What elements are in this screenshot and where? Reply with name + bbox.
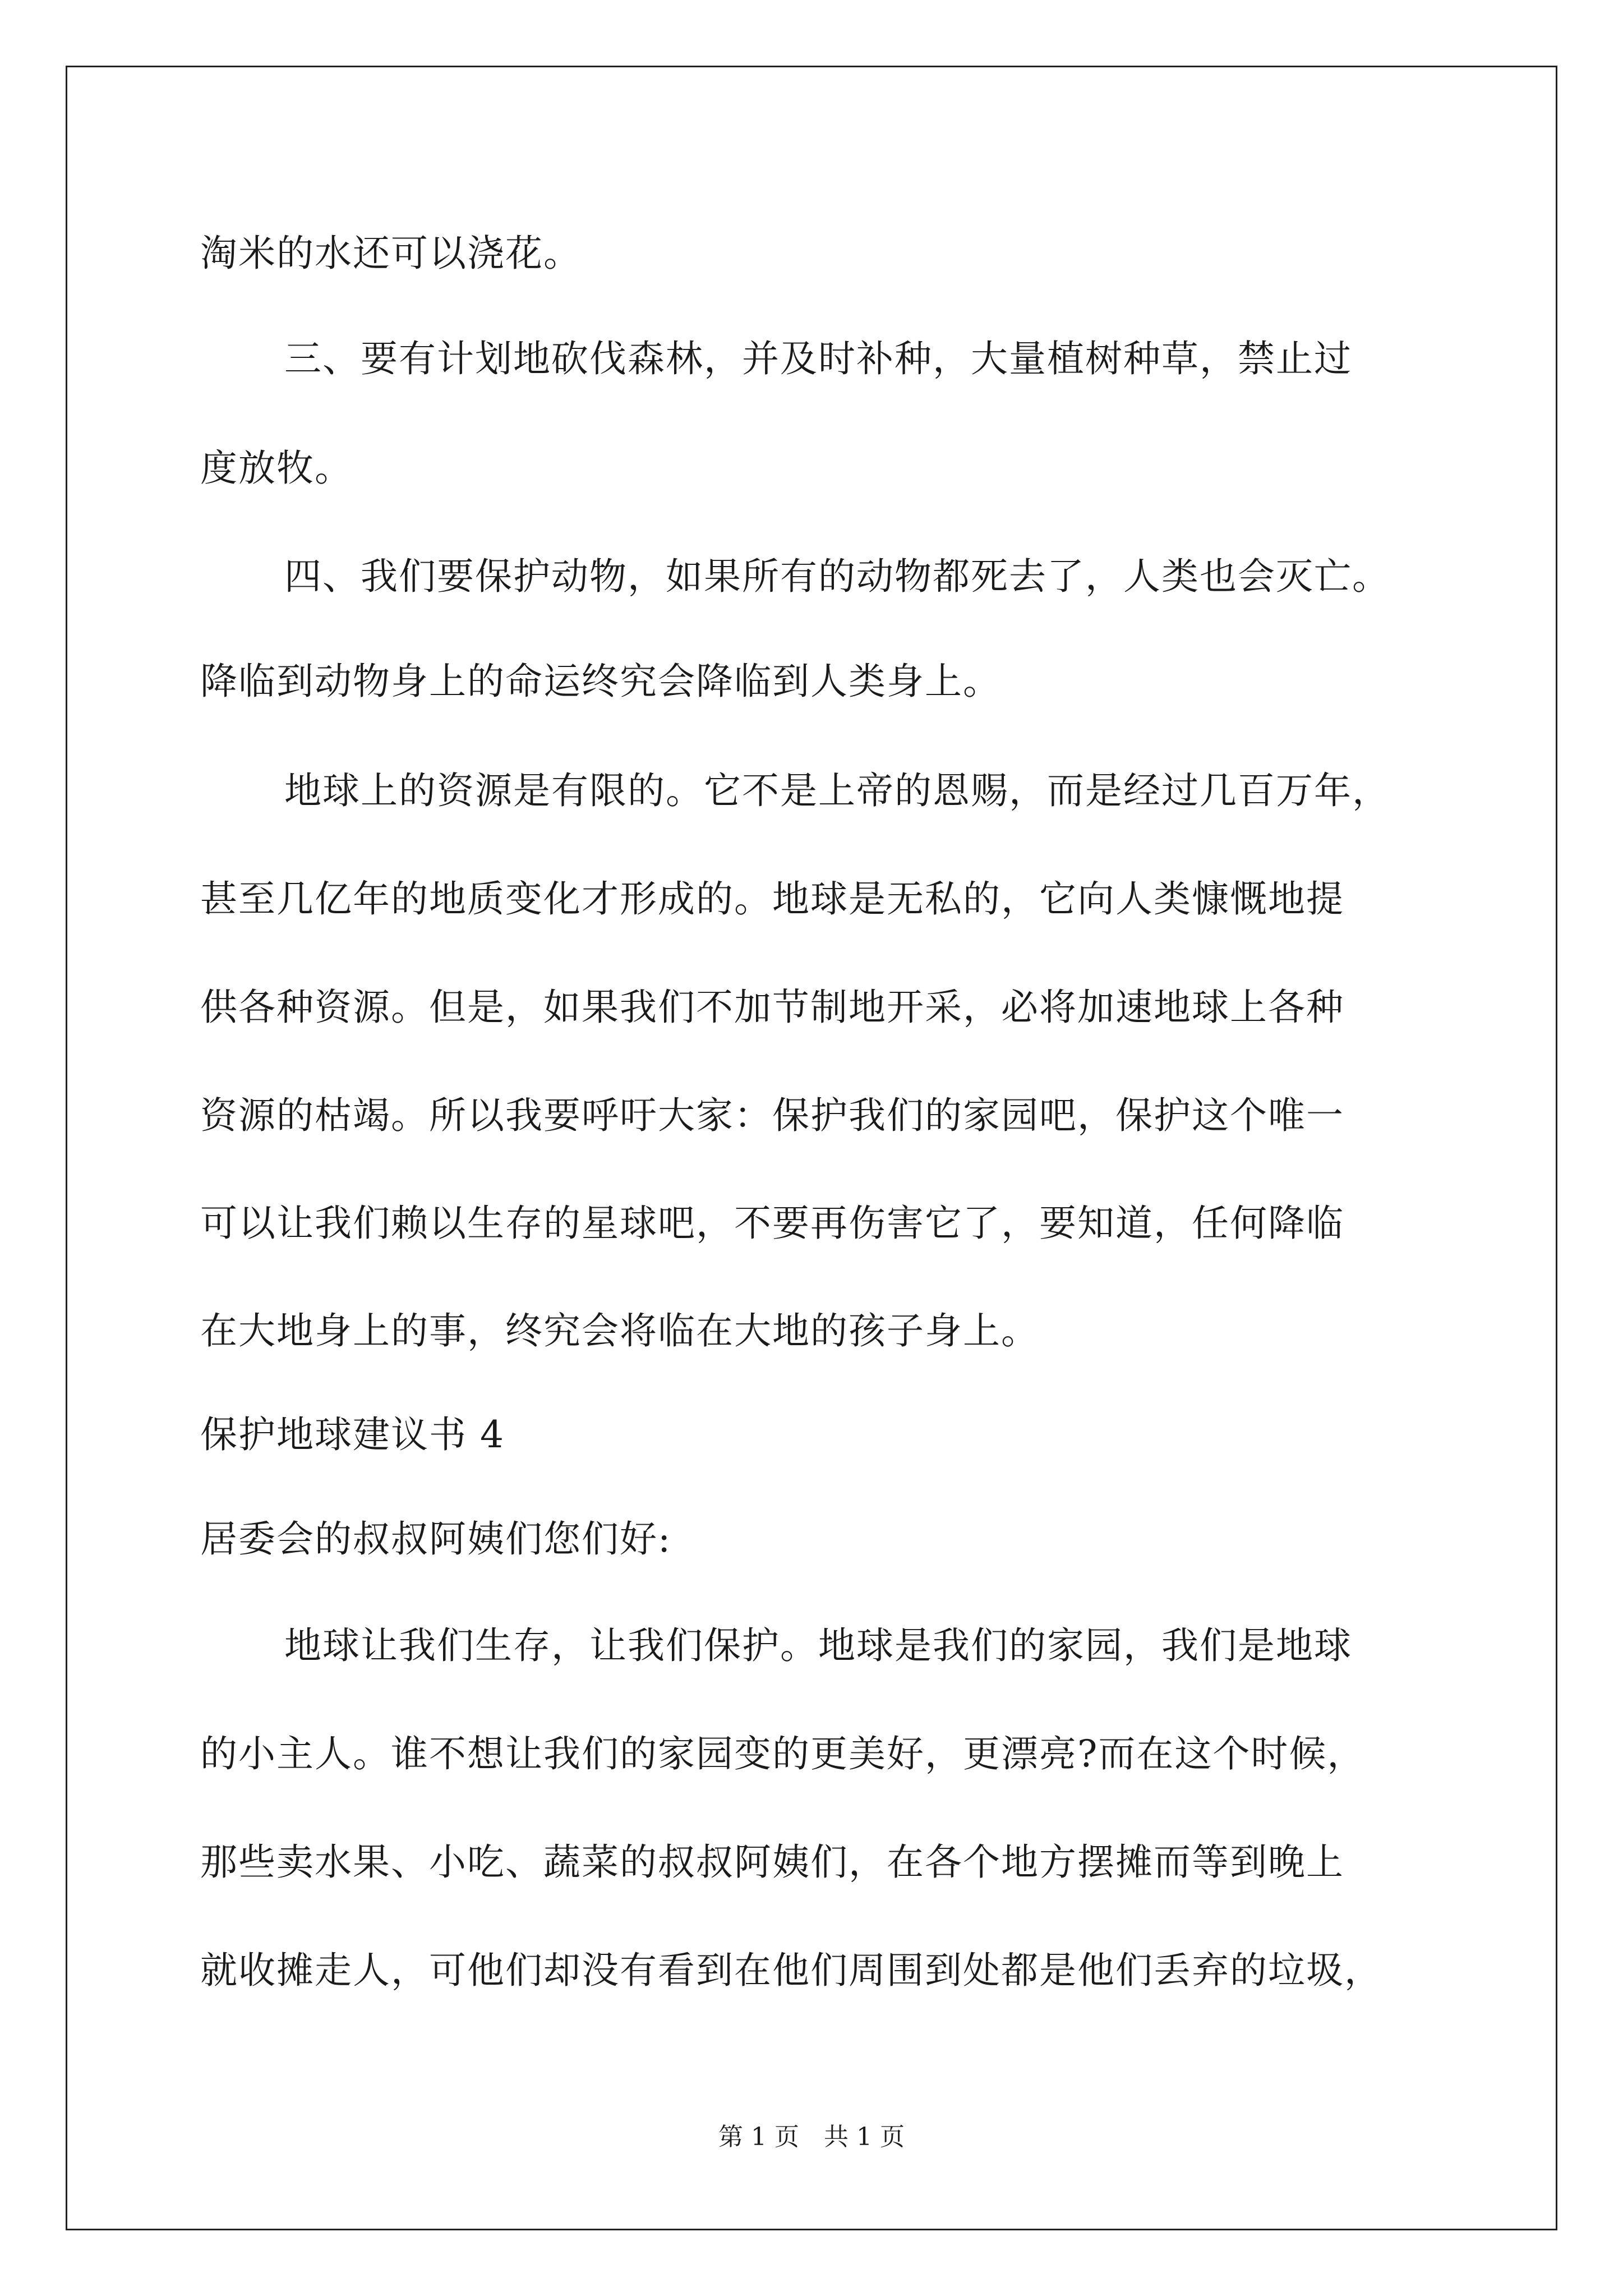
text-line: 供各种资源。但是，如果我们不加节制地开采，必将加速地球上各种 xyxy=(200,986,1344,1029)
text-line: 资源的枯竭。所以我要呼吁大家：保护我们的家园吧，保护这个唯一 xyxy=(200,1094,1344,1137)
page-footer: 第 1 页 共 1 页 xyxy=(718,2123,905,2151)
text-line: 四、我们要保护动物，如果所有的动物都死去了，人类也会灭亡。 xyxy=(284,555,1390,598)
text-line: 度放牧。 xyxy=(200,447,353,490)
text-line: 地球上的资源是有限的。它不是上帝的恩赐，而是经过几百万年， xyxy=(284,769,1390,812)
text-line: 在大地身上的事，终究会将临在大地的孩子身上。 xyxy=(200,1309,1039,1352)
page-border xyxy=(66,66,1557,2230)
text-line: 可以让我们赖以生存的星球吧，不要再伤害它了，要知道，任何降临 xyxy=(200,1202,1344,1245)
salutation: 居委会的叔叔阿姨们您们好: xyxy=(200,1517,672,1561)
text-line: 就收摊走人，可他们却没有看到在他们周围到处都是他们丢弃的垃圾， xyxy=(200,1949,1382,1992)
text-line: 降临到动物身上的命运终究会降临到人类身上。 xyxy=(200,660,1001,703)
text-line: 的小主人。谁不想让我们的家园变的更美好，更漂亮?而在这个时候， xyxy=(200,1732,1366,1775)
text-line: 淘米的水还可以浇花。 xyxy=(200,232,582,275)
text-line: 那些卖水果、小吃、蔬菜的叔叔阿姨们，在各个地方摆摊而等到晚上 xyxy=(200,1841,1344,1884)
text-line: 甚至几亿年的地质变化才形成的。地球是无私的，它向人类慷慨地提 xyxy=(200,877,1344,921)
text-line: 三、要有计划地砍伐森林，并及时补种，大量植树种草，禁止过 xyxy=(284,337,1352,380)
section-heading: 保护地球建议书 4 xyxy=(200,1413,505,1456)
text-line: 地球让我们生存，让我们保护。地球是我们的家园，我们是地球 xyxy=(284,1624,1352,1667)
